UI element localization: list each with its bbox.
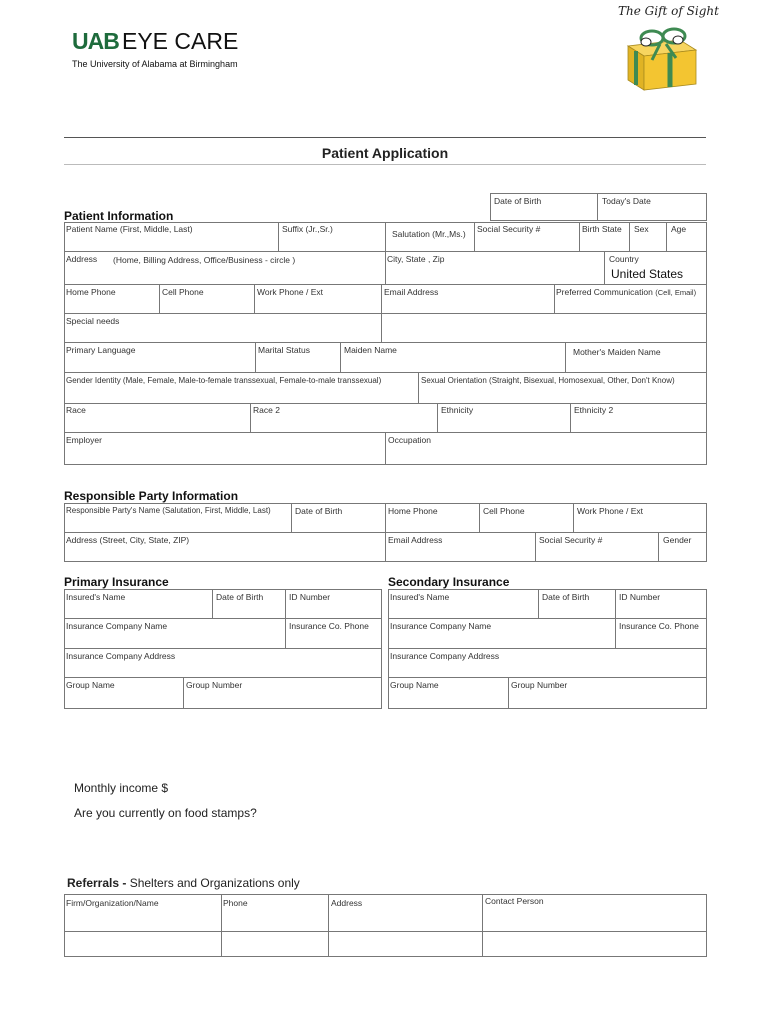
social-security-label: Social Security # [477, 224, 541, 234]
cell-phone-label: Cell Phone [162, 287, 204, 297]
home-phone-label: Home Phone [66, 287, 116, 297]
logo-name: EYE CARE [122, 28, 239, 54]
referral-firm-row2[interactable] [64, 931, 222, 957]
birth-state-label: Birth State [582, 224, 622, 234]
sexual-orientation-label: Sexual Orientation (Straight, Bisexual, Homosexual, Other, Don't Know) [421, 376, 675, 385]
preferred-communication-label [556, 287, 696, 297]
primary-company-name-label: Insurance Company Name [66, 621, 168, 631]
employer-label: Employer [66, 435, 102, 445]
secondary-id-number-label: ID Number [619, 592, 661, 602]
secondary-insured-name-label: Insured's Name [390, 592, 450, 602]
food-stamps-question: Are you currently on food stamps? [74, 806, 257, 820]
responsible-dob-label: Date of Birth [295, 506, 343, 516]
age-label: Age [671, 224, 687, 234]
special-needs-label: Special needs [66, 316, 120, 326]
ethnicity-2-label: Ethnicity 2 [574, 405, 614, 415]
referral-contact-label: Contact Person [485, 896, 544, 906]
referral-address-row2[interactable] [328, 931, 483, 957]
primary-company-address-label: Insurance Company Address [66, 651, 176, 661]
country-label: Country [609, 254, 639, 264]
marital-status-label: Marital Status [258, 345, 310, 355]
referral-phone-label: Phone [223, 898, 248, 908]
title-rule-bottom [64, 164, 706, 165]
referral-firm-label: Firm/Organization/Name [66, 898, 159, 908]
special-needs-extra-field[interactable] [381, 313, 707, 343]
todays-date-label: Today's Date [602, 196, 651, 206]
salutation-label: Salutation (Mr.,Ms.) [392, 229, 466, 239]
logo-mark: UAB [72, 28, 119, 54]
secondary-company-name-label: Insurance Company Name [390, 621, 492, 631]
secondary-company-phone-label: Insurance Co. Phone [619, 621, 699, 631]
primary-group-name-label: Group Name [66, 680, 115, 690]
title-rule-top [64, 137, 706, 138]
address-label: Address [66, 254, 98, 264]
primary-insurance-heading: Primary Insurance [64, 575, 169, 589]
responsible-work-phone-label: Work Phone / Ext [577, 506, 643, 516]
race-field[interactable] [64, 403, 251, 433]
uab-logo [72, 28, 262, 78]
work-phone-label: Work Phone / Ext [257, 287, 323, 297]
pref-comm-hint: (Cell, Email) [655, 288, 697, 297]
maiden-name-label: Maiden Name [344, 345, 397, 355]
primary-dob-label: Date of Birth [216, 592, 264, 602]
mothers-maiden-name-label: Mother's Maiden Name [573, 347, 661, 357]
gift-of-sight-logo [612, 4, 719, 94]
referrals-heading-rest: Shelters and Organizations only [126, 876, 300, 890]
responsible-cell-phone-label: Cell Phone [483, 506, 525, 516]
employer-field[interactable] [64, 432, 386, 465]
pref-comm-text: Preferred Communication [556, 287, 653, 297]
primary-insured-name-label: Insured's Name [66, 592, 126, 602]
secondary-group-number-label: Group Number [511, 680, 568, 690]
race-label: Race [66, 405, 86, 415]
address-hint: (Home, Billing Address, Office/Business - circle ) [113, 255, 296, 265]
logo-subtitle: The University of Alabama at Birmingham [72, 59, 238, 69]
responsible-address-label: Address (Street, City, State, ZIP) [66, 535, 190, 545]
referrals-heading [67, 876, 300, 890]
primary-id-number-label: ID Number [289, 592, 331, 602]
country-value: United States [611, 267, 684, 281]
secondary-insurance-heading: Secondary Insurance [388, 575, 510, 589]
responsible-email-label: Email Address [388, 535, 443, 545]
secondary-company-address-label: Insurance Company Address [390, 651, 500, 661]
responsible-home-phone-label: Home Phone [388, 506, 438, 516]
primary-language-label: Primary Language [66, 345, 136, 355]
secondary-dob-label: Date of Birth [542, 592, 590, 602]
primary-company-phone-label: Insurance Co. Phone [289, 621, 369, 631]
sex-label: Sex [634, 224, 649, 234]
responsible-ssn-label: Social Security # [539, 535, 603, 545]
date-of-birth-top-label: Date of Birth [494, 196, 542, 206]
page-title: Patient Application [321, 145, 449, 161]
race-2-label: Race 2 [253, 405, 280, 415]
responsible-gender-label: Gender [663, 535, 692, 545]
primary-group-number-label: Group Number [186, 680, 243, 690]
city-state-zip-label: City, State , Zip [387, 254, 445, 264]
responsible-party-heading: Responsible Party Information [64, 489, 239, 503]
gift-box-icon [622, 20, 702, 92]
occupation-label: Occupation [388, 435, 431, 445]
suffix-label: Suffix (Jr.,Sr.) [282, 224, 333, 234]
secondary-group-name-label: Group Name [390, 680, 439, 690]
occupation-field[interactable] [385, 432, 707, 465]
ethnicity-label: Ethnicity [441, 405, 474, 415]
responsible-name-label: Responsible Party's Name (Salutation, First, Middle, Last) [66, 506, 271, 515]
patient-info-heading: Patient Information [64, 209, 174, 223]
referral-phone-row2[interactable] [221, 931, 329, 957]
email-label: Email Address [384, 287, 439, 297]
referral-contact-row2[interactable] [482, 931, 707, 957]
gender-identity-label: Gender Identity (Male, Female, Male-to-female transsexual, Female-to-male transsexual) [66, 376, 382, 385]
gift-text: The Gift of Sight [618, 4, 719, 18]
referral-address-label: Address [331, 898, 363, 908]
monthly-income-label: Monthly income $ [74, 781, 169, 795]
patient-name-label: Patient Name (First, Middle, Last) [66, 224, 193, 234]
referrals-heading-bold: Referrals - [67, 876, 127, 890]
